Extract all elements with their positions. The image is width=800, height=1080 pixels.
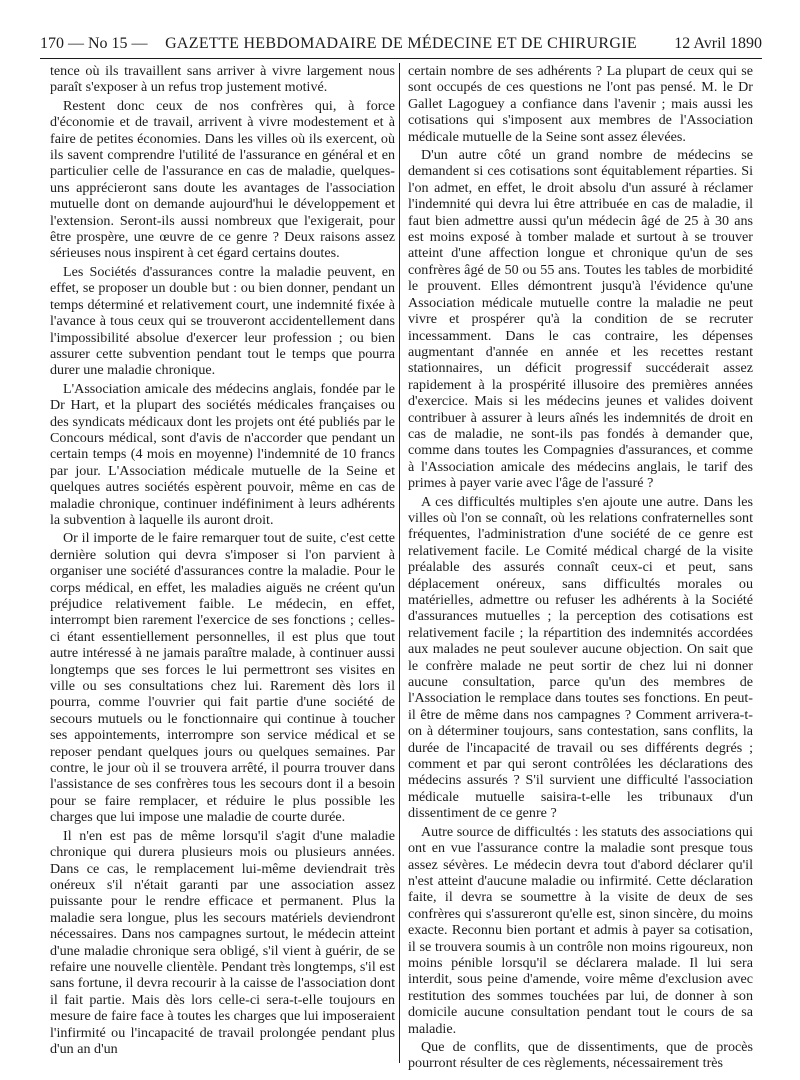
paragraph: tence où ils travaillent sans arriver à vivre largement nous paraît s'exposer à un refus trop justement motivé. bbox=[50, 63, 395, 96]
column-divider bbox=[399, 63, 400, 1063]
issue-date: 12 Avril 1890 bbox=[674, 35, 762, 52]
journal-title: GAZETTE HEBDOMADAIRE DE MÉDECINE ET DE CHIRURGIE bbox=[165, 35, 637, 52]
paragraph: Restent donc ceux de nos confrères qui, à force d'économie et de travail, arrivent à vivre modestement et à faire de petites économies. Dans les villes où ils exercent, où ils savent comprendre l'utilité de l'assurance en général et en particulier celle de l'assurance en cas de maladie, quelques-uns apprécieront sans doute les avantages de l'association mutuelle dont on demande aujourd'hui le développement et l'extension. Seront-ils aussi nombreux que l'exigerait, pour être prospère, une œuvre de ce genre ? Deux raisons assez sérieuses nous inspirent à cet égard certains doutes. bbox=[50, 97, 395, 262]
page-number: 170 — No 15 — bbox=[40, 35, 148, 52]
paragraph: Il n'en est pas de même lorsqu'il s'agit d'une maladie chronique qui durera plusieurs mois ou plusieurs années. Dans ce cas, le remplacement lui-même deviendrait très onéreux s'il n'était garanti par une association assez puissante pour le rendre efficace et permanent. Plus la maladie sera longue, plus les secours matériels deviendront nécessaires. Dans nos campagnes surtout, le médecin atteint d'une maladie chronique sera obligé, s'il vient à guérir, de se refaire une nouvelle clientèle. Pendant très longtemps, s'il est sans fortune, il devra recourir à la caisse de l'association dont il fait partie. Mais dès lors celle-ci sera-t-elle toujours en mesure de faire face à toutes les charges que lui imposeraient l'infirmité ou l'incapacité de travail prolongée pendant plus d'un an d'un bbox=[50, 827, 395, 1057]
paragraph: Autre source de difficultés : les statuts des associations qui ont en vue l'assurance contre la maladie sont presque tous assez sévères. Le médecin devra tout d'abord déclarer qu'il n'est atteint d'aucune maladie ou infirmité. Cette déclaration faite, il devra se soumettre à la visite de deux de ses confrères qui s'assureront qu'elle est, sinon sincère, du moins exacte. Reconnu bien portant et admis à payer sa cotisation, il se trouvera soumis à un contrôle non moins rigoureux, non moins pénible lorsqu'il se déclarera malade. Il lui sera interdit, sous peine d'amende, voire même d'exclusion avec restitution des sommes touchées par lui, de donner à son domicile aucune consultation pendant tout le cours de sa maladie. bbox=[408, 823, 753, 1037]
left-column bbox=[50, 63, 395, 1059]
paragraph: Que de conflits, que de dissentiments, que de procès pourront résulter de ces règlements, nécessairement très bbox=[408, 1038, 753, 1072]
paragraph: D'un autre côté un grand nombre de médecins se demandent si ces cotisations sont équitablement réparties. Si l'on admet, en effet, le droit absolu d'un assuré à réclamer l'indemnité qui devra lui être attribuée en cas de maladie, il faut bien admettre aussi qu'un médecin âgé de 25 à 30 ans est moins exposé à tomber malade et surtout à se trouver atteint d'une affection longue et chronique qu'un de ses confrères âgé de 50 ou 55 ans. Toutes les tables de morbidité le prouvent. Elles démontrent jusqu'à l'évidence qu'une Association médicale mutuelle contre la maladie ne peut vivre et prospérer qu'à la condition de se recruter incessamment. Dans le cas contraire, les dépenses augmentant d'année en année et les recettes restant stationnaires, un déficit progressif succéderait assez rapidement à la prospérité illusoire des premières années d'exercice. Mais si les médecins jeunes et valides doivent contribuer à assurer à leurs aînés les indemnités de droit en cas de maladie, ne sont-ils pas fondés à demander que, comme dans toutes les Compagnies d'assurances, et comme à l'Association amicale des médecins anglais, le tarif des primes à payer varie avec l'âge de l'assuré ? bbox=[408, 147, 753, 492]
paragraph: certain nombre de ses adhérents ? La plupart de ceux qui se sont occupés de ces questions ne l'ont pas pensé. M. le Dr Gallet Lagoguey a confiance dans l'avenir ; mais aussi les cotisations qui s'imposent aux membres de l'Association médicale mutuelle de la Seine sont assez élevées. bbox=[408, 63, 753, 145]
right-column bbox=[408, 63, 753, 1074]
page-header bbox=[40, 32, 762, 59]
paragraph: Les Sociétés d'assurances contre la maladie peuvent, en effet, se proposer un double but : ou bien donner, pendant un temps déterminé et relativement court, une indemnité fixée à l'avance à tous ceux qui se trouveront accidentellement dans l'impossibilité absolue d'exercer leur profession ; ou bien assurer cette subvention pendant tout le temps que pourra durer une maladie chronique. bbox=[50, 263, 395, 379]
paragraph: Or il importe de le faire remarquer tout de suite, c'est cette dernière solution qui devra s'imposer si l'on parvient à organiser une société d'assurances contre la maladie. Pour le corps médical, en effet, les maladies aiguës ne créent qu'un préjudice relativement faible. Le médecin, en effet, interrompt bien rarement l'exercice de ses fonctions ; celles-ci étant essentiellement personnelles, il est plus que tout autre intéressé à ne jamais paraître malade, à continuer aussi longtemps que ses forces le lui permettront ses visites en ville ou ses consultations chez lui. Rarement dès lors il pourra, comme l'ouvrier qui fait partie d'une société de secours mutuels ou le fonctionnaire qui continue à toucher ses appointements, interrompre son service médical et se reposer pendant quelques jours ou quelques semaines. Par contre, le jour où il se trouvera arrêté, il pourra trouver dans l'assistance de ses confrères tous les secours dont il a besoin pour se faire remplacer, et réduire le plus possible les charges que lui impose une maladie de courte durée. bbox=[50, 530, 395, 826]
paragraph: A ces difficultés multiples s'en ajoute une autre. Dans les villes où l'on se connaît, où les relations confraternelles sont fréquentes, l'administration d'une société de ce genre est relativement facile. Le Comité médical chargé de la visite préalable des assurés connaît ceux-ci et peut, sans déplacement onéreux, sans difficultés morales ou matérielles, admettre ou refuser les adhérents à la Société d'assurances mutuelles ; la perception des cotisations est relativement facile ; la répartition des indemnités accordées aux malades ne peut soulever aucune objection. On sait que le confrère malade ne peut sortir de chez lui ni donner aucune consultation, parce qu'un des membres de l'Association le remplace dans toutes ses fonctions. En peut-il être de même dans nos campagnes ? Comment arrivera-t-on à déterminer toujours, sans contestation, sans conflits, la durée de l'incapacité de travail ou ses différents degrés ; comment et par qui seront contrôlées les déclarations des médecins assurés ? S'il survient une difficulté l'association médicale mutuelle saisira-t-elle les tribunaux d'un dissentiment de ce genre ? bbox=[408, 493, 753, 822]
paragraph: L'Association amicale des médecins anglais, fondée par le Dr Hart, et la plupart des sociétés médicales françaises ou des syndicats médicaux dont les projets ont été publiés par le Concours médical, sont d'avis de n'accorder que pendant un certain temps (4 mois en moyenne) l'indemnité de 10 francs par jour. L'Association médicale mutuelle de la Seine et quelques autres sociétés espèrent pouvoir, même en cas de maladie chronique, continuer indéfiniment à leurs adhérents la subvention à laquelle ils auront droit. bbox=[50, 380, 395, 528]
